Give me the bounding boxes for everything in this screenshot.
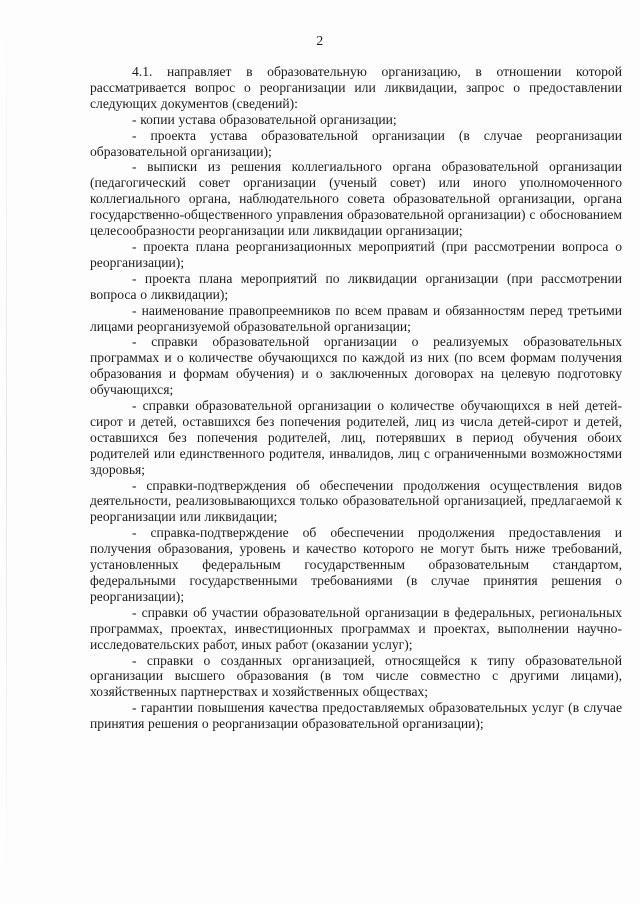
scan-edge-shadow bbox=[6, 0, 7, 905]
document-body bbox=[90, 64, 622, 732]
list-item-successors: - наименование правопреемников по всем правам и обязанностям перед третьими лицами реорганизуемой образовательной организации; bbox=[90, 302, 622, 334]
list-item-activities-confirmation: - справки-подтверждения об обеспечении продолжения осуществления видов деятельности, реализовывающихся только образовательной организацией, предлагаемой к реорганизации или ликвидации; bbox=[90, 477, 622, 525]
list-item-board-decision-extract: - выписки из решения коллегиального органа образовательной организации (педагогический совет организации (ученый совет) или иного уполномоченного коллегиального органа, наблюдательного совета образовательной организации, органа государственно-общественного управления образовательной организации) с обоснованием целесообразности реорганизации или ликвидации организации; bbox=[90, 159, 622, 239]
list-item-quality-guarantees: - гарантии повышения качества предоставляемых образовательных услуг (в случае принятия решения о реорганизации образовательной организации); bbox=[90, 700, 622, 732]
paragraph-request-intro: 4.1. направляет в образовательную организацию, в отношении которой рассматривается вопрос о реорганизации или ликвидации, запрос о предоставлении следующих документов (сведений): bbox=[90, 64, 622, 111]
page-number: 2 bbox=[316, 34, 324, 49]
list-item-programs-participation: - справки об участии образовательной организации в федеральных, региональных программах, проектах, инвестиционных программах и проектах, выполнении научно-исследовательских работ, иных работ (оказании услуг); bbox=[90, 604, 622, 652]
list-item-orphans-certificate: - справки образовательной организации о количестве обучающихся в ней детей-сирот и детей, оставшихся без попечения родителей, лиц из числа детей-сирот и детей, оставшихся без попечения родителей, лиц, потерявших в период обучения обоих родителей или единственного родителя, инвалидов, лиц с ограниченными возможностями здоровья; bbox=[90, 398, 622, 477]
list-item-programs-certificate: - справки образовательной организации о реализуемых образовательных программах и о количестве обучающихся по каждой из них (по всем формам получения образования и формам обучения) и о заключенных договорах на целевую подготовку обучающихся; bbox=[90, 334, 622, 398]
list-item-partnerships-certificate: - справки о созданных организацией, относящейся к типу образовательной организации высшего образования (в том числе совместно с другими лицами), хозяйственных партнерствах и хозяйственных обществах; bbox=[90, 652, 622, 700]
list-item-reorganization-plan: - проекта плана реорганизационных мероприятий (при рассмотрении вопроса о реорганизации); bbox=[90, 238, 622, 270]
list-item-education-confirmation: - справка-подтверждение об обеспечении продолжения предоставления и получения образования, уровень и качество которого не могут быть ниже требований, установленных федеральным государственным образовательным стандартом, федеральными государственными требованиями (в случае принятия решения о реорганизации); bbox=[90, 525, 622, 604]
list-item-charter-draft: - проекта устава образовательной организации (в случае реорганизации образовательной организации); bbox=[90, 127, 622, 159]
list-item-charter-copy: - копии устава образовательной организации; bbox=[132, 111, 397, 127]
list-item-liquidation-plan: - проекта плана мероприятий по ликвидации организации (при рассмотрении вопроса о ликвидации); bbox=[90, 270, 622, 302]
